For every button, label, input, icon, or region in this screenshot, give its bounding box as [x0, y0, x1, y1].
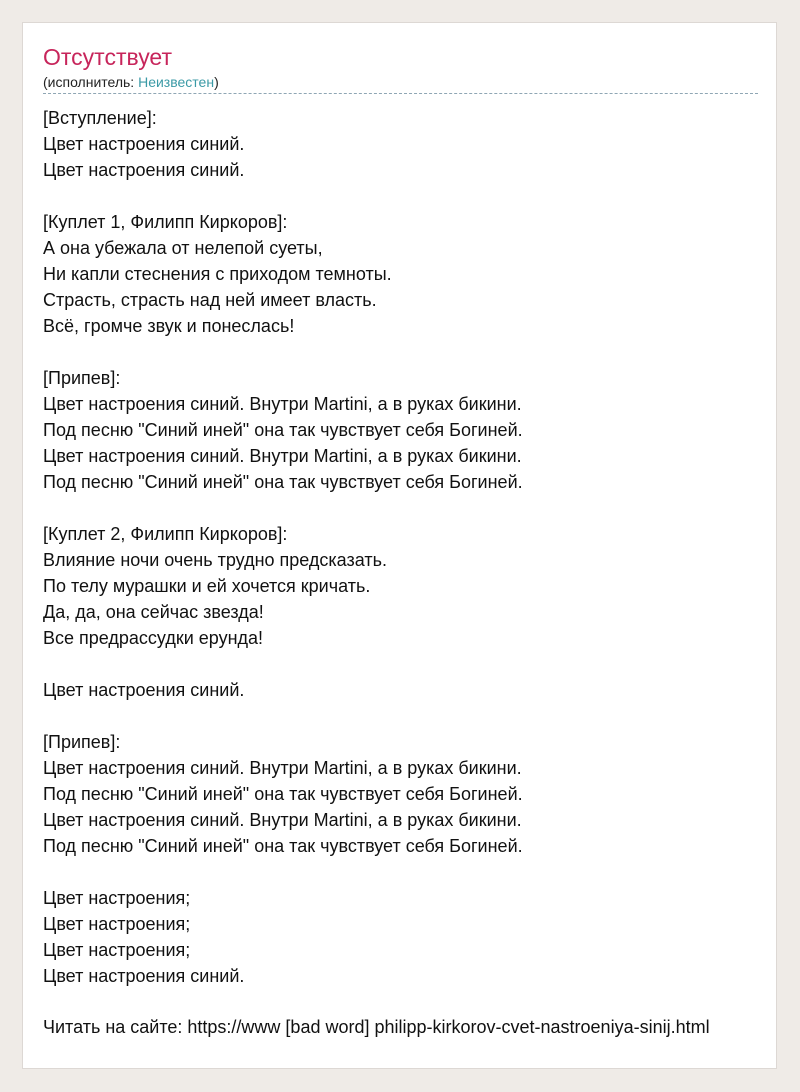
lyric-line: Цвет настроения синий. Внутри Martini, а в руках бикини. [43, 758, 522, 778]
lyric-blank [43, 651, 523, 677]
lyric-line: [Вступление]: [43, 108, 157, 128]
lyric-line: Цвет настроения синий. [43, 134, 245, 154]
lyrics-card [22, 22, 777, 1069]
artist-link[interactable]: Неизвестен [138, 74, 215, 90]
lyric-blank [43, 859, 523, 885]
lyric-line: Цвет настроения синий. [43, 160, 245, 180]
lyric-line: [Припев]: [43, 368, 121, 388]
lyric-blank [43, 339, 523, 365]
lyric-line: Страсть, страсть над ней имеет власть. [43, 290, 377, 310]
lyrics-body [43, 105, 523, 989]
lyric-line: Цвет настроения; [43, 888, 191, 908]
source-link-text: Читать на сайте: https://www [bad word] philipp-kirkorov-cvet-nastroeniya-sinij.html [43, 1017, 710, 1037]
lyric-line: Цвет настроения синий. Внутри Martini, а в руках бикини. [43, 810, 522, 830]
lyric-line: [Припев]: [43, 732, 121, 752]
lyric-line: Цвет настроения синий. Внутри Martini, а в руках бикини. [43, 446, 522, 466]
lyric-line: Цвет настроения синий. [43, 680, 245, 700]
lyric-line: Под песню "Синий иней" она так чувствует себя Богиней. [43, 472, 523, 492]
lyric-line: Всё, громче звук и понеслась! [43, 316, 295, 336]
lyric-line: Цвет настроения; [43, 940, 191, 960]
lyric-line: По телу мурашки и ей хочется кричать. [43, 576, 371, 596]
artist-line [43, 72, 758, 94]
lyric-line: Под песню "Синий иней" она так чувствует себя Богиней. [43, 836, 523, 856]
lyric-line: А она убежала от нелепой суеты, [43, 238, 323, 258]
lyric-line: Цвет настроения; [43, 914, 191, 934]
lyric-line: [Куплет 1, Филипп Киркоров]: [43, 212, 288, 232]
lyric-line: Под песню "Синий иней" она так чувствует себя Богиней. [43, 420, 523, 440]
lyric-line: Под песню "Синий иней" она так чувствует себя Богиней. [43, 784, 523, 804]
lyric-blank [43, 183, 523, 209]
lyric-blank [43, 703, 523, 729]
lyric-line: Цвет настроения синий. [43, 966, 245, 986]
lyric-line: Цвет настроения синий. Внутри Martini, а в руках бикини. [43, 394, 522, 414]
lyric-line: Да, да, она сейчас звезда! [43, 602, 264, 622]
lyric-line: Ни капли стеснения с приходом темноты. [43, 264, 392, 284]
lyric-blank [43, 495, 523, 521]
lyric-line: Влияние ночи очень трудно предсказать. [43, 550, 387, 570]
lyric-line: Все предрассудки ерунда! [43, 628, 264, 648]
lyric-line: [Куплет 2, Филипп Киркоров]: [43, 524, 288, 544]
artist-suffix: ) [214, 74, 219, 90]
song-title: Отсутствует [43, 44, 172, 70]
artist-prefix: (исполнитель: [43, 74, 139, 90]
